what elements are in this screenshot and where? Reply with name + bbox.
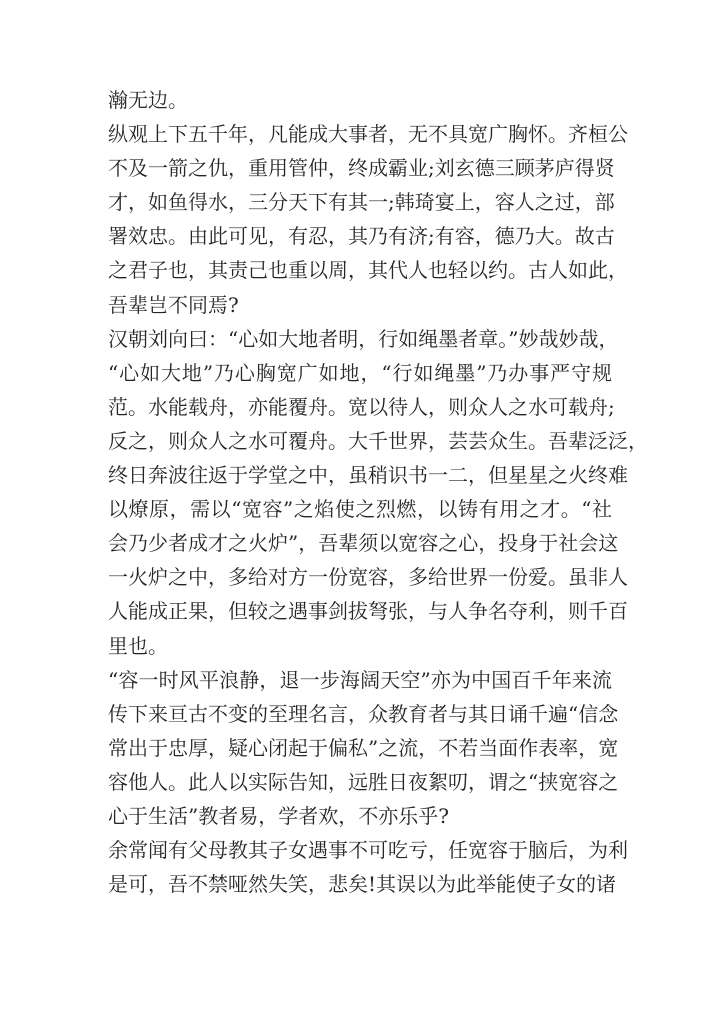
text-line: 终日奔波往返于学堂之中，虽稍识书一二，但星星之火终难 bbox=[108, 463, 628, 488]
text-line: 之君子也，其责己也重以周，其代人也轻以约。古人如此， bbox=[108, 258, 628, 283]
text-line: 传下来亘古不变的至理名言，众教育者与其日诵千遍“信念 bbox=[108, 701, 619, 726]
text-line: 以燎原，需以“宽容”之焰使之烈燃，以铸有用之才。“社 bbox=[108, 497, 612, 522]
text-line: “容一时风平浪静，退一步海阔天空”亦为中国百千年来流 bbox=[108, 667, 612, 692]
text-line: 容他人。此人以实际告知，远胜日夜絮叨，谓之“挟宽容之 bbox=[108, 769, 619, 794]
text-line: 是可，吾不禁哑然失笑，悲矣!其误以为此举能使子女的诸 bbox=[108, 872, 617, 897]
text-line: “心如大地”乃心胸宽广如地，“行如绳墨”乃办事严守规 bbox=[108, 360, 612, 385]
text-line: 里也。 bbox=[108, 633, 168, 658]
text-line: 吾辈岂不同焉? bbox=[108, 292, 239, 317]
text-line: 心于生活”教者易，学者欢，不亦乐乎? bbox=[108, 803, 449, 828]
text-line: 一火炉之中，多给对方一份宽容，多给世界一份爱。虽非人 bbox=[108, 565, 628, 590]
text-line: 不及一箭之仇，重用管仲，终成霸业;刘玄德三顾茅庐得贤 bbox=[108, 156, 615, 181]
text-line: 瀚无边。 bbox=[108, 88, 188, 112]
essay-body bbox=[108, 83, 648, 901]
text-line: 人能成正果，但较之遇事剑拔弩张，与人争名夺利，则千百 bbox=[108, 599, 628, 624]
text-line: 余常闻有父母教其子女遇事不可吃亏，任宽容于脑后，为利 bbox=[108, 838, 628, 863]
text-line: 反之，则众人之水可覆舟。大千世界，芸芸众生。吾辈泛泛， bbox=[108, 428, 648, 453]
text-line: 纵观上下五千年，凡能成大事者，无不具宽广胸怀。齐桓公 bbox=[108, 122, 628, 147]
text-line: 才，如鱼得水，三分天下有其一;韩琦宴上，容人之过，部 bbox=[108, 190, 615, 215]
text-line: 汉朝刘向曰：“心如大地者明，行如绳墨者章。”妙哉妙哉， bbox=[108, 326, 619, 351]
text-line: 署效忠。由此可见，有忍，其乃有济;有容，德乃大。故古 bbox=[108, 224, 615, 249]
text-line: 常出于忠厚，疑心闭起于偏私”之流，不若当面作表率，宽 bbox=[108, 735, 619, 760]
text-line: 会乃少者成才之火炉”，吾辈须以宽容之心，投身于社会这 bbox=[108, 531, 619, 556]
text-line: 范。水能载舟，亦能覆舟。宽以待人，则众人之水可载舟; bbox=[108, 394, 615, 419]
